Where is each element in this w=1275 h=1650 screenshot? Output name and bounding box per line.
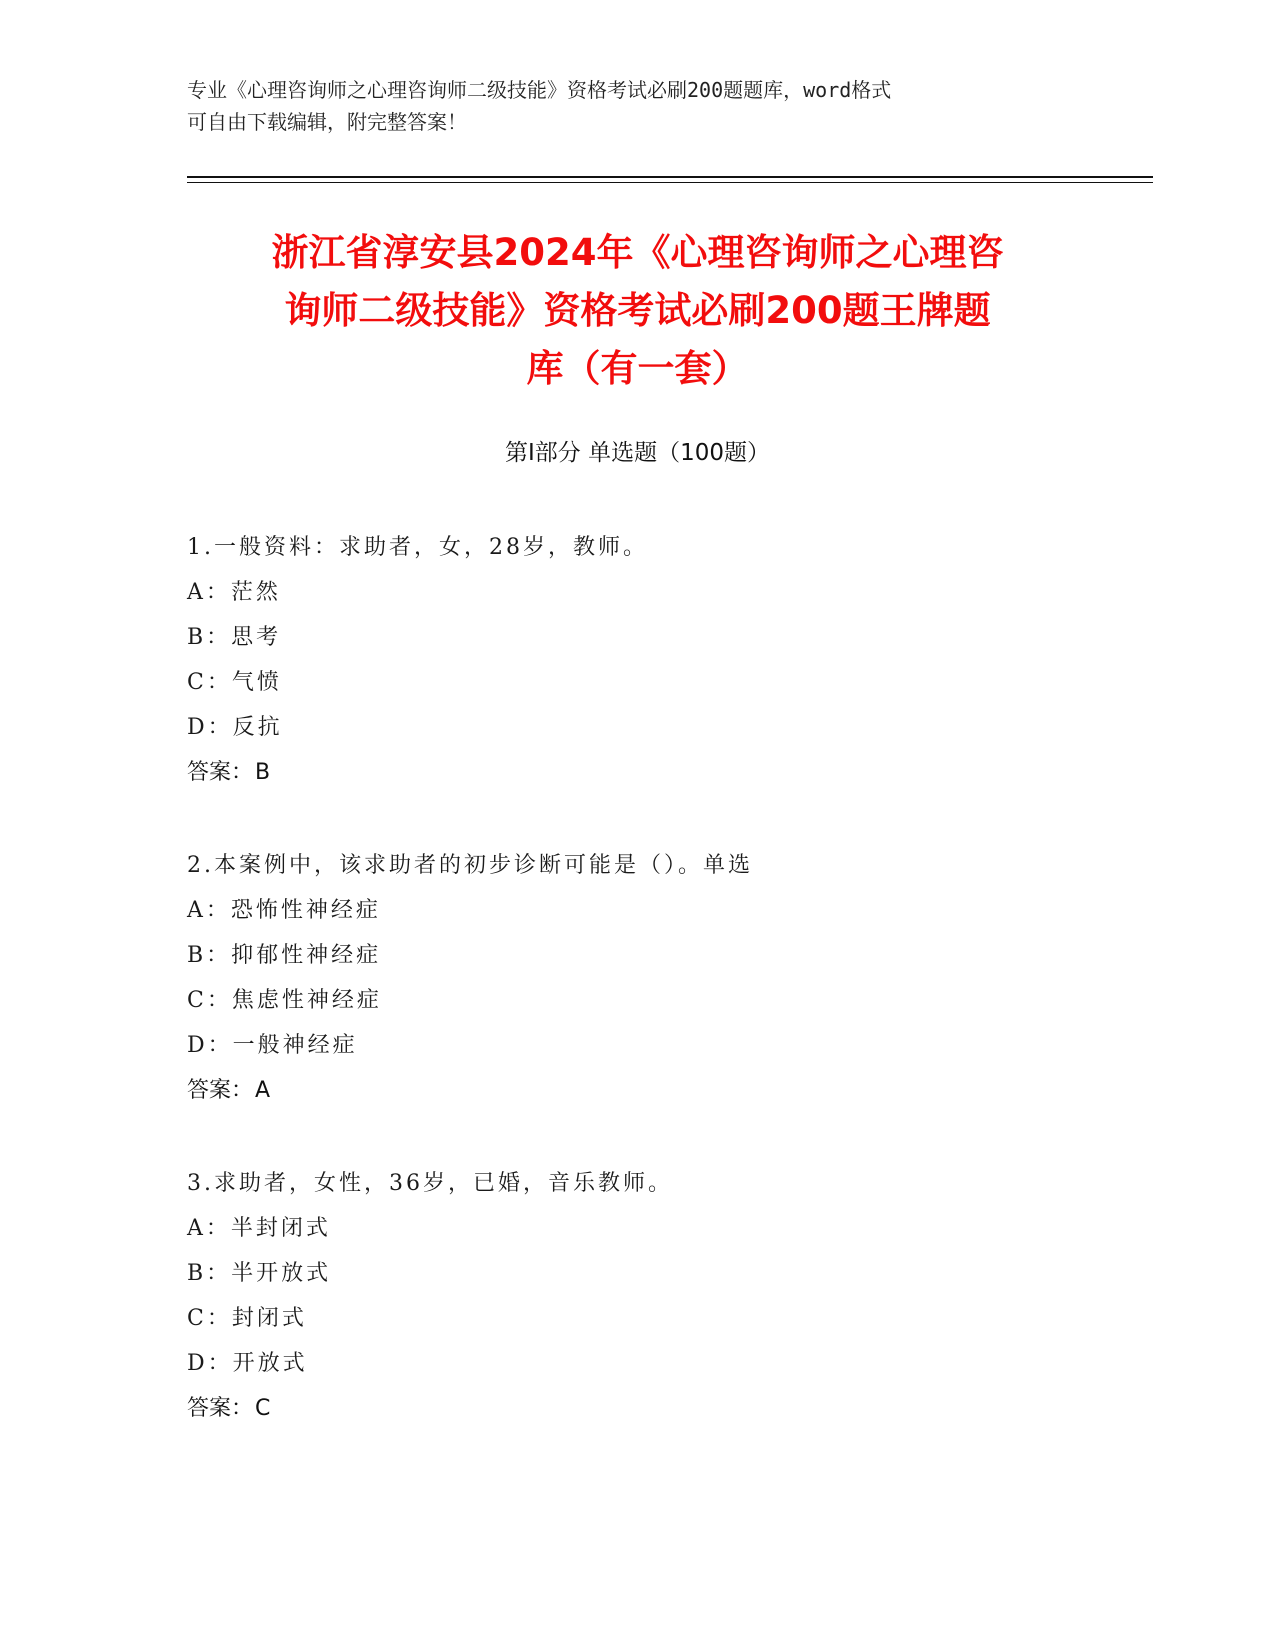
answer-line <box>187 1386 1147 1431</box>
option-c: C：焦虑性神经症 <box>187 988 382 1013</box>
answer-label: 答案： <box>187 1078 254 1103</box>
answer-label: 答案： <box>187 760 254 785</box>
answer-value: C <box>255 1396 271 1421</box>
header-note-line-1: 专业《心理咨询师之心理咨询师二级技能》资格考试必刷200题题库，word格式 <box>187 78 892 102</box>
question-1 <box>187 525 1147 795</box>
question-2 <box>187 843 1147 1113</box>
question-stem: 2.本案例中，该求助者的初步诊断可能是（）。单选 <box>187 853 753 878</box>
question-3 <box>187 1161 1147 1431</box>
option-d: D：一般神经症 <box>187 1033 358 1058</box>
answer-line <box>187 1068 1147 1113</box>
title-line-3: 库（有一套） <box>526 347 749 390</box>
answer-label: 答案： <box>187 1396 254 1421</box>
header-rule-thick <box>187 176 1153 178</box>
option-d: D：反抗 <box>187 715 283 740</box>
header-note-line-2: 可自由下载编辑，附完整答案！ <box>187 110 467 134</box>
option-a: A：恐怖性神经症 <box>187 898 381 923</box>
option-c: C：封闭式 <box>187 1306 307 1331</box>
option-a: A：茫然 <box>187 580 281 605</box>
option-d: D：开放式 <box>187 1351 308 1376</box>
option-b: B：抑郁性神经症 <box>187 943 382 968</box>
option-c: C：气愤 <box>187 670 282 695</box>
answer-value: A <box>255 1078 271 1103</box>
question-stem: 1.一般资料：求助者，女，28岁，教师。 <box>187 535 648 560</box>
option-a: A：半封闭式 <box>187 1216 331 1241</box>
answer-line <box>187 750 1147 795</box>
section-heading: 第Ⅰ部分 单选题（100题） <box>505 440 770 466</box>
title-line-2: 询师二级技能》资格考试必刷200题王牌题 <box>284 289 991 332</box>
question-stem: 3.求助者，女性，36岁，已婚，音乐教师。 <box>187 1171 673 1196</box>
header-rule-thin <box>187 182 1153 183</box>
option-b: B：思考 <box>187 625 282 650</box>
document-title <box>150 224 1125 398</box>
answer-value: B <box>255 760 271 785</box>
option-b: B：半开放式 <box>187 1261 332 1286</box>
title-line-1: 浙江省淳安县2024年《心理咨询师之心理咨 <box>271 231 1004 274</box>
header-note <box>187 74 1087 138</box>
